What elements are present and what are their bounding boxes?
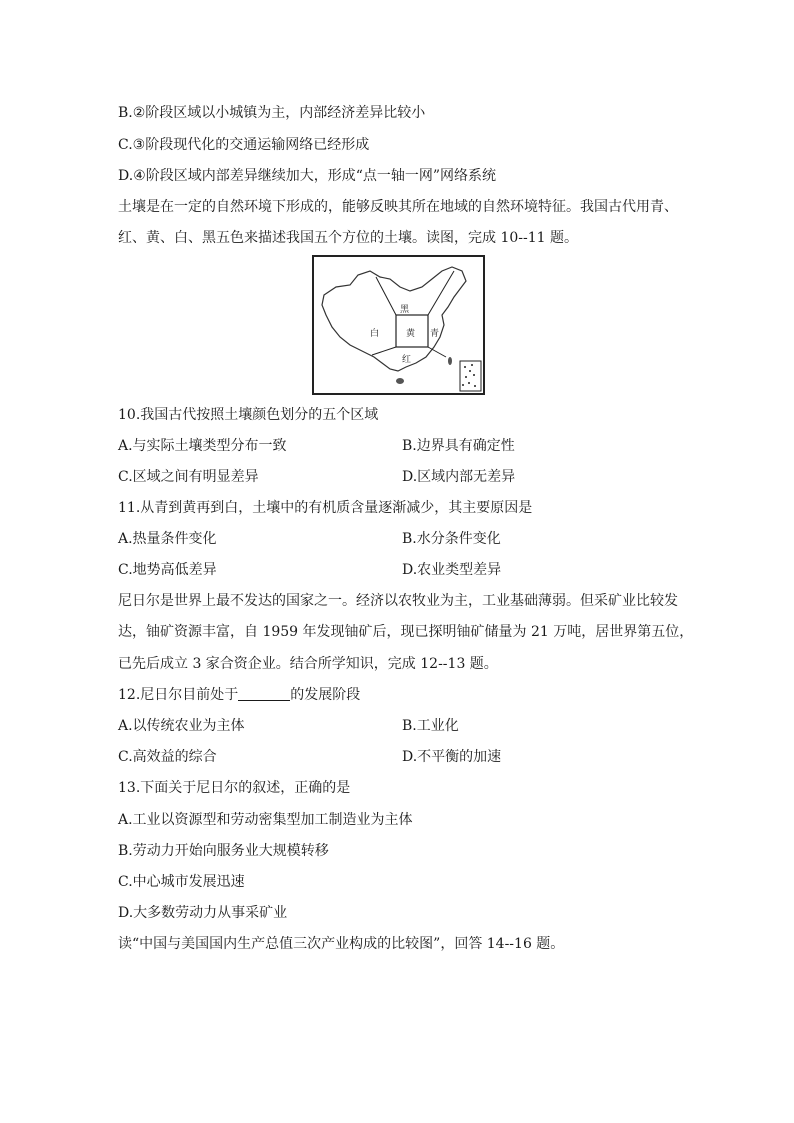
niger-intro-line-1: 尼日尔是世界上最不发达的国家之一。经济以农牧业为主，工业基础薄弱。但采矿业比较发 <box>118 593 678 609</box>
q13-option-a: A.工业以资源型和劳动密集型加工制造业为主体 <box>118 812 413 828</box>
prev-option-d: D.④阶段区域内部差异继续加大，形成“点一轴一网”网络系统 <box>118 168 497 184</box>
south-china-sea-inset <box>460 361 481 391</box>
q11-option-b: B.水分条件变化 <box>402 531 501 547</box>
map-label-white: 白 <box>370 329 380 339</box>
q13-option-b: B.劳动力开始向服务业大规模转移 <box>118 843 329 859</box>
q12-option-b: B.工业化 <box>402 718 459 734</box>
q10-stem: 10.我国古代按照土壤颜色划分的五个区域 <box>118 407 379 423</box>
q12-blank <box>238 686 290 701</box>
q12-option-d: D.不平衡的加速 <box>402 749 502 765</box>
q11-option-c: C.地势高低差异 <box>118 562 217 578</box>
map-label-yellow: 黄 <box>406 329 416 339</box>
q12-stem <box>118 686 360 704</box>
niger-intro-line-2: 达，铀矿资源丰富，自 1959 年发现铀矿后，现已探明铀矿储量为 21 万吨，居世界第五位， <box>118 624 694 640</box>
q11-stem: 11.从青到黄再到白，土壤中的有机质含量逐渐减少，其主要原因是 <box>118 500 533 516</box>
map-label-red: 红 <box>402 355 412 365</box>
q13-stem: 13.下面关于尼日尔的叙述，正确的是 <box>118 780 351 796</box>
q10-option-a: A.与实际土壤类型分布一致 <box>118 438 287 454</box>
q10-option-b: B.边界具有确定性 <box>402 438 515 454</box>
divider-sw <box>372 347 396 355</box>
q12-stem-after: 的发展阶段 <box>290 687 361 703</box>
soil-intro-line-1: 土壤是在一定的自然环境下形成的，能够反映其所在地域的自然环境特征。我国古代用青、 <box>118 199 678 215</box>
q11-option-d: D.农业类型差异 <box>402 562 502 578</box>
taiwan-island <box>448 357 452 365</box>
next-question-intro: 读“中国与美国国内生产总值三次产业构成的比较图”，回答 14--16 题。 <box>118 936 565 952</box>
q13-option-c: C.中心城市发展迅速 <box>118 874 245 890</box>
q10-option-d: D.区域内部无差异 <box>402 469 516 485</box>
divider-nw <box>376 277 396 315</box>
niger-intro-line-3: 已先后成立 3 家合资企业。结合所学知识，完成 12--13 题。 <box>118 656 498 672</box>
divider-ne <box>428 271 454 315</box>
prev-option-b: B.②阶段区域以小城镇为主，内部经济差异比较小 <box>118 105 426 121</box>
q12-option-a: A.以传统农业为主体 <box>118 718 245 734</box>
map-label-black: 黑 <box>400 305 410 315</box>
q10-option-c: C.区域之间有明显差异 <box>118 469 259 485</box>
q12-option-c: C.高效益的综合 <box>118 749 217 765</box>
china-border <box>322 267 466 371</box>
q11-option-a: A.热量条件变化 <box>118 531 217 547</box>
prev-option-c: C.③阶段现代化的交通运输网络已经形成 <box>118 137 370 153</box>
china-soil-map <box>312 255 485 395</box>
q12-stem-before: 12.尼日尔目前处于 <box>118 687 239 703</box>
soil-intro-line-2: 红、黄、白、黑五色来描述我国五个方位的土壤。读图，完成 10--11 题。 <box>118 230 578 246</box>
china-outline <box>314 257 483 393</box>
q13-option-d: D.大多数劳动力从事采矿业 <box>118 905 288 921</box>
map-label-qing: 青 <box>430 329 440 339</box>
hainan-island <box>396 378 404 384</box>
